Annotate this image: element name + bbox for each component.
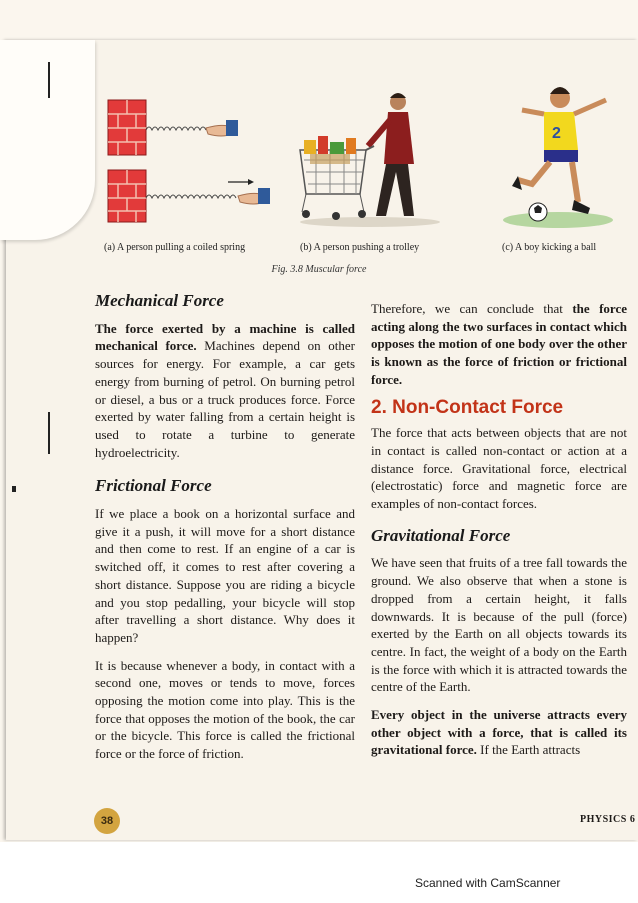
edge-mark	[48, 412, 50, 454]
universal-attraction-rest: If the Earth attracts	[476, 742, 581, 758]
subject-label: PHYSICS 6	[580, 814, 636, 825]
friction-conclusion-bold: the force acting along the two surfaces in contact which opposes the motion of one body over the other is known as the force of friction or frictional force.	[371, 301, 628, 387]
short-spring	[146, 127, 206, 130]
friction-conclusion-start: Therefore, we can conclude that	[371, 301, 573, 316]
wall-block-bottom	[108, 170, 146, 222]
universal-attraction-bold: Every object in the universe attracts every other object with a force, that is called its gravitational force.	[371, 707, 627, 758]
mechanical-force-heading: Mechanical Force	[95, 291, 224, 310]
shirt-number: 2	[552, 125, 561, 142]
gravitational-force-paragraph: We have seen that fruits of a tree fall towards the ground. We also observe that when a stone is dropped from a certain height, it falls downwards. It is because of the pull (force) exerted by the Earth on all objects towards its centre. In fact, the weight of a body on the Earth is the force with which it is attracted towards the centre of the Earth.	[371, 555, 627, 695]
caption-c: (c) A boy kicking a ball	[502, 242, 597, 253]
edge-mark	[12, 486, 16, 492]
mechanical-force-definition: The force exerted by a machine is called mechanical force.	[95, 320, 355, 354]
edge-mark	[48, 62, 50, 98]
trolley	[300, 136, 374, 220]
caption-b: (b) A person pushing a trolley	[300, 242, 420, 253]
scanner-watermark: Scanned with CamScanner	[415, 876, 561, 890]
frictional-force-heading: Frictional Force	[95, 476, 212, 496]
boy	[512, 87, 606, 214]
person	[368, 93, 414, 216]
right-column	[371, 300, 627, 769]
caption-a: (a) A person pulling a coiled spring	[104, 242, 246, 253]
universal-attraction-paragraph	[371, 706, 627, 759]
stretched-spring	[146, 195, 236, 198]
frictional-force-paragraph-1: If we place a book on a horizontal surface and give it a push, it will move for a short distance and then come to rest. If an engine of a car is switched off, it comes to rest after covering a short distance. Suppose you are riding a bicycle and you stop pedalling, your bicycle will stop after travelling a short distance. Why does it happen?	[95, 506, 355, 645]
mechanical-force-paragraph	[95, 320, 355, 462]
non-contact-paragraph: The force that acts between objects that are not in contact is called non-contact or action at a distance force. Gravitational force, electrical (electrostatic) force and magnetic force are examples of non-contact forces.	[371, 425, 627, 512]
page-number-badge: 38	[94, 808, 120, 834]
left-column	[95, 292, 355, 773]
gravitational-force-heading: Gravitational Force	[371, 525, 511, 545]
boy-kicking-illustration	[488, 80, 628, 230]
figure-title: Fig. 3.8 Muscular force	[271, 264, 367, 275]
scan-margin	[0, 842, 638, 903]
mechanical-force-text: Machines depend on other sources for energy. For example, a car gets energy from burning of petrol. On burning petrol or diesel, a bus or a truck produces force. Force exerted by water falling from a certain height is used to rotate a turbine to generate hydroelectricity.	[95, 338, 355, 460]
wall-block-top	[108, 100, 146, 155]
non-contact-heading: 2. Non-Contact Force	[371, 396, 564, 418]
frictional-force-paragraph-2: It is because whenever a body, in contact with a second one, moves or tends to move, forces opposing the motion come into play. This is the force that opposes the motion of the book, the car or the bicycle. This force is called the frictional force or the force of friction.	[95, 657, 355, 762]
friction-conclusion	[371, 300, 627, 389]
trolley-illustration	[290, 90, 460, 230]
spring-illustration	[100, 92, 280, 232]
